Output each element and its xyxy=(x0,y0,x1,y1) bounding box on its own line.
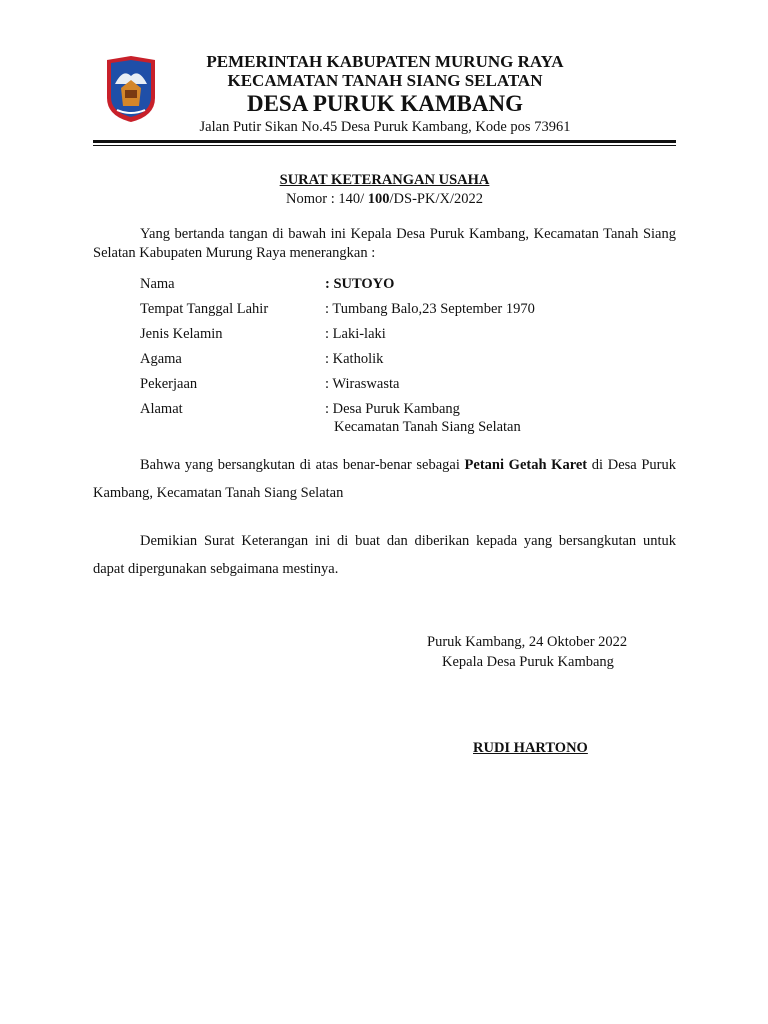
header-divider-thin xyxy=(93,145,676,146)
statement-text-end: di Desa Puruk Kambang, Kecamatan Tanah Siang Selatan xyxy=(93,457,676,501)
field-value: : Desa Puruk Kambang xyxy=(325,401,460,417)
letter-number-prefix: Nomor : 140/ xyxy=(286,191,368,207)
field-value-line2: Kecamatan Tanah Siang Selatan xyxy=(334,419,521,435)
place-date: Puruk Kambang, 24 Oktober 2022 xyxy=(427,634,628,650)
header-district: KECAMATAN TANAH SIANG SELATAN xyxy=(227,71,543,90)
signatory-position: Kepala Desa Puruk Kambang xyxy=(442,654,614,670)
header-village: DESA PURUK KAMBANG xyxy=(246,91,523,116)
letter-number-bold: 100 xyxy=(367,191,390,207)
field-value: : Katholik xyxy=(325,351,384,367)
field-label: Nama xyxy=(140,276,175,292)
statement-occupation: Petani Getah Karet xyxy=(464,457,588,473)
field-label: Alamat xyxy=(140,401,183,417)
header-address: Jalan Putir Sikan No.45 Desa Puruk Kambang, Kode pos 73961 xyxy=(199,119,571,135)
field-label: Agama xyxy=(140,351,182,367)
letter-number-suffix: /DS-PK/X/2022 xyxy=(389,191,483,207)
field-label: Jenis Kelamin xyxy=(140,326,223,342)
field-value: : Laki-laki xyxy=(325,326,386,342)
field-label: Pekerjaan xyxy=(140,376,198,392)
statement-paragraph xyxy=(93,451,676,507)
statement-text: Bahwa yang bersangkutan di atas benar-benar sebagai xyxy=(140,457,465,473)
closing-paragraph: Demikian Surat Keterangan ini di buat dan diberikan kepada yang bersangkutan untuk dapat dipergunakan sebgaimana mestinya. xyxy=(93,533,676,577)
header-government: PEMERINTAH KABUPATEN MURUNG RAYA xyxy=(206,52,564,71)
letter-number xyxy=(93,191,676,208)
field-value: : SUTOYO xyxy=(325,276,395,292)
signatory-name: RUDI HARTONO xyxy=(473,740,588,756)
intro-paragraph: Yang bertanda tangan di bawah ini Kepala Desa Puruk Kambang, Kecamatan Tanah Siang Selatan Kabupaten Murung Raya menerangkan : xyxy=(93,226,676,261)
letter-title: SURAT KETERANGAN USAHA xyxy=(279,172,490,188)
field-value: : Tumbang Balo,23 September 1970 xyxy=(325,301,535,317)
field-label: Tempat Tanggal Lahir xyxy=(140,301,269,317)
regency-emblem-logo xyxy=(103,54,159,124)
header-divider-thick xyxy=(93,140,676,143)
field-value: : Wiraswasta xyxy=(325,376,400,392)
